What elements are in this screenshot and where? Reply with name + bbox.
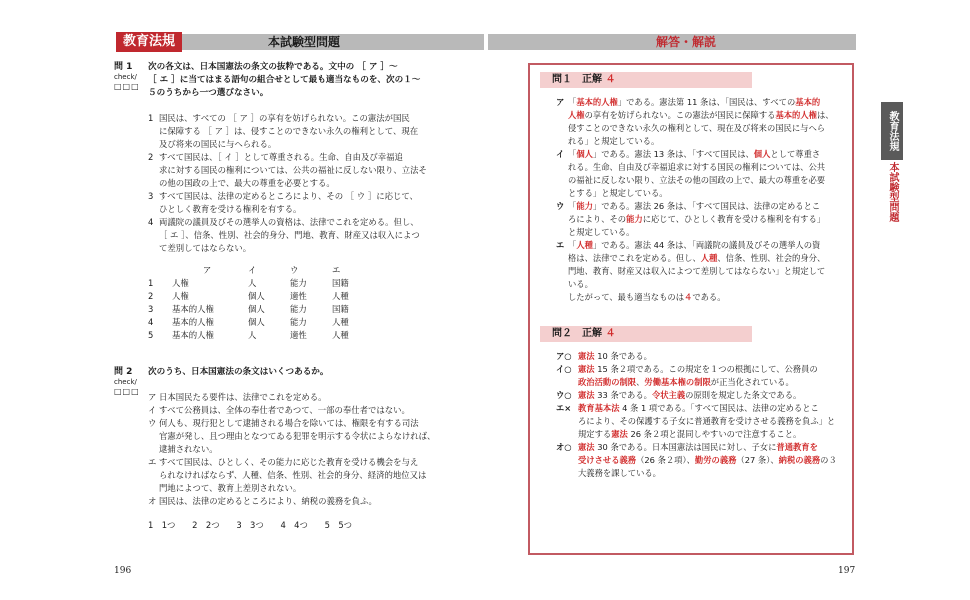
statement-number: エ	[148, 457, 157, 467]
side-label: 本試験型問題	[887, 162, 898, 222]
explanation-text: 「	[568, 240, 577, 250]
explanation-text: の福祉に反しない限り、立法その他の国政の上で、最大の尊重を必要	[568, 175, 826, 185]
page-number-right: 197	[838, 566, 856, 576]
explanation-line	[578, 454, 856, 467]
highlight-term: 憲法	[578, 442, 595, 452]
explanation-marker: イ○	[556, 364, 572, 374]
choice-row	[148, 276, 378, 289]
highlight-term: 政治活動の制限	[578, 377, 637, 387]
statement	[148, 112, 448, 151]
highlight-term: 受けさせる義務	[578, 455, 637, 465]
choice-row	[148, 315, 378, 328]
choice-header-cell: イ	[248, 264, 257, 275]
a1-header	[540, 72, 752, 88]
choice-header-cell: ア	[202, 264, 212, 275]
explanation-line	[578, 467, 856, 480]
explanation-text: は、	[816, 110, 834, 120]
explanation-text: の原則を規定した条文である。	[685, 390, 802, 400]
explanation-text: 10 条である。	[594, 351, 652, 361]
a2-value: ４	[605, 328, 616, 339]
statement-number: 2	[148, 152, 154, 162]
explanation-line	[578, 402, 856, 415]
side-tab[interactable]: 教育法規	[881, 102, 903, 160]
explanation-line	[578, 415, 856, 428]
explanation-marker: イ	[556, 149, 565, 159]
explanation-line	[568, 161, 856, 174]
explanation-marker: エ×	[556, 403, 572, 413]
explanation-line	[568, 265, 856, 278]
choice-cell: 1	[148, 277, 154, 288]
choice-header-cell: エ	[332, 264, 341, 275]
explanation-item	[556, 441, 856, 480]
statement	[148, 495, 448, 508]
statement-line: 門地によつて、教育上差別されない。	[159, 483, 302, 493]
statement-line: ひとしく教育を受ける権利を有する。	[159, 204, 302, 214]
explanation-body	[578, 389, 856, 402]
explanation-text: が正当化されている。	[710, 377, 794, 387]
choice-cell: 4	[148, 316, 154, 327]
statement-text	[159, 417, 448, 456]
explanation-text: 「	[568, 201, 577, 211]
a2-label: 問２ 正解	[552, 328, 602, 339]
explanation-line	[578, 389, 856, 402]
explanation-text: 30 条である。日本国憲法は国民に対し、子女に	[594, 442, 777, 452]
highlight-term: 人権	[568, 110, 585, 120]
explanation-body	[578, 363, 856, 389]
statement-line: ［ エ ］、信条、性別、社会的身分、門地、教育、財産又は収入によつ	[159, 230, 420, 240]
explanation-line	[578, 441, 856, 454]
choice-cell: 個人	[248, 303, 265, 314]
statement-text	[159, 456, 448, 495]
highlight-term: 能力	[576, 201, 593, 211]
statement-line: に保障する ［ ア ］は、侵すことのできない永久の権利として、現在	[159, 126, 419, 136]
highlight-term: 基本的	[795, 97, 821, 107]
choice-row	[148, 328, 378, 341]
choice-cell: 人	[248, 277, 257, 288]
statement-text	[159, 216, 448, 255]
choice-cell: 個人	[248, 290, 265, 301]
statement-text	[159, 391, 448, 404]
explanation-text: 大義務を課している。	[578, 468, 661, 478]
q2-options: 1 1つ 2 2つ 3 3つ 4 4つ 5 5つ	[148, 520, 353, 530]
explanation-line	[568, 278, 856, 291]
statement	[148, 404, 448, 417]
explanation-line	[568, 135, 856, 148]
statement-line: 国民は、法律の定めるところにより、納税の義務を負ふ。	[159, 496, 377, 506]
statement-line: の他の国政の上で、最大の尊重を必要とする。	[159, 178, 335, 188]
explanation-text: 」である。憲法 26 条は、「すべて国民は、法律の定めるとこ	[592, 201, 821, 211]
statement-line: すべて公務員は、全体の奉仕者であつて、一部の奉仕者ではない。	[159, 405, 410, 415]
right-page-title: 解答・解説	[656, 35, 717, 49]
q1-choice-table	[148, 263, 378, 341]
highlight-term: 能力	[626, 214, 643, 224]
statement-line: 官憲が発し、且つ理由となつてゐる犯罪を明示する令状によらなければ、	[159, 431, 436, 441]
highlight-term: 令状主義	[651, 390, 686, 400]
statement-line: すべて国民は、［ イ ］として尊重される。生命、自由及び幸福追	[159, 152, 403, 162]
statement	[148, 151, 448, 190]
statement-line: 国民は、すべての ［ ア ］の享有を妨げられない。この憲法が国民	[159, 113, 410, 123]
choice-cell: 適性	[290, 290, 307, 301]
explanation-text: に応じて、ひとしく教育を受ける権利を有する」	[642, 214, 826, 224]
explanation-line	[568, 96, 856, 109]
statement-line: すべて国民は、ひとしく、その能力に応じた教育を受ける機会を与え	[159, 457, 419, 467]
statement-number: ウ	[148, 418, 157, 428]
explanation-text: 「	[568, 149, 577, 159]
explanation-text: の享有を妨げられない。この憲法が国民に保障する	[584, 110, 776, 120]
q1-label: 問 1	[114, 62, 133, 72]
explanation-text: 侵すことのできない永久の権利として、現在及び将来の国民に与へら	[568, 123, 826, 133]
explanation-text: 15 条２項である。この規定を１つの根拠にして、公務員の	[594, 364, 818, 374]
statement-line: 両議院の議員及びその選挙人の資格は、法律でこれを定める。但し、	[159, 217, 419, 227]
q2-check-boxes[interactable]: □□□	[114, 387, 140, 396]
choice-cell: 人種	[332, 329, 349, 340]
choice-cell: 人権	[172, 290, 189, 301]
q1-prompt-line: ５のうちから一つ選びなさい。	[148, 88, 269, 98]
statement-line: られなければならず、人種、信条、性別、社会的身分、経済的地位又は	[159, 470, 427, 480]
q1-check-label: check/	[114, 73, 137, 81]
statement-line: すべて国民は、法律の定めるところにより、その ［ ウ ］に応じて、	[159, 191, 418, 201]
choice-cell: 適性	[290, 329, 307, 340]
explanation-text: 格は、法律でこれを定める。但し、	[568, 253, 701, 263]
explanation-text: として尊重さ	[770, 149, 821, 159]
choice-cell: 人種	[332, 316, 349, 327]
highlight-term: 個人	[576, 149, 593, 159]
explanation-line	[568, 187, 856, 200]
explanation-item	[556, 239, 856, 304]
explanation-item	[556, 363, 856, 389]
explanation-marker: ウ○	[556, 390, 572, 400]
choice-cell: 国籍	[332, 277, 349, 288]
explanation-text: 、	[636, 377, 645, 387]
explanation-text: 26 条２項と混同しやすいので注意すること。	[627, 429, 802, 439]
highlight-term: 憲法	[578, 390, 595, 400]
a1-label: 問１ 正解	[552, 74, 602, 85]
statement-text	[159, 112, 448, 151]
explanation-text: （26 条２項）、	[636, 455, 695, 465]
explanation-line	[568, 252, 856, 265]
statement-number: ア	[148, 392, 157, 402]
explanation-text: ろにより、その	[568, 214, 627, 224]
choice-cell: 2	[148, 290, 154, 301]
choice-row	[148, 289, 378, 302]
explanation-marker: エ	[556, 240, 565, 250]
choice-row	[148, 302, 378, 315]
explanation-text: ろにより、その保護する子女に普通教育を受けさせる義務を負ふ」と	[578, 416, 836, 426]
section-tag: 教育法規	[116, 32, 182, 52]
explanation-line	[568, 200, 856, 213]
explanation-line	[568, 109, 856, 122]
explanation-marker: ウ	[556, 201, 565, 211]
explanation-text: 「	[568, 97, 577, 107]
statement-line: 及び将来の国民に与へられる。	[159, 139, 277, 149]
explanation-line	[578, 376, 856, 389]
explanation-text: （27 条）、	[736, 455, 779, 465]
explanation-line	[568, 174, 856, 187]
highlight-term: 労働基本権の制限	[644, 377, 711, 387]
explanation-text: れる」と規定している。	[568, 136, 660, 146]
statement-line: 日本国民たる要件は、法律でこれを定める。	[159, 392, 327, 402]
explanation-body	[568, 96, 856, 148]
explanation-body	[578, 402, 856, 441]
explanation-text: である。	[692, 292, 726, 302]
explanation-marker: オ○	[556, 442, 572, 452]
explanation-item	[556, 96, 856, 148]
choice-cell: 人種	[332, 290, 349, 301]
statement	[148, 190, 448, 216]
page-number-left: 196	[114, 566, 132, 576]
explanation-text: 規定する	[578, 429, 612, 439]
explanation-item	[556, 389, 856, 402]
highlight-term: 憲法	[578, 351, 595, 361]
choice-cell: 能力	[290, 316, 307, 327]
statement-number: オ	[148, 496, 157, 506]
explanation-text: 門地、教育、財産又は収入によつて差別してはならない」と規定して	[568, 266, 826, 276]
statement	[148, 216, 448, 255]
statement-line: 何人も、現行犯として逮捕される場合を除いては、権限を有する司法	[159, 418, 419, 428]
highlight-term: 憲法	[578, 364, 595, 374]
explanation-body	[578, 441, 856, 480]
a1-value: ４	[605, 74, 616, 85]
choice-cell: 個人	[248, 316, 265, 327]
q1-prompt-line: 次の各文は、日本国憲法の条文の抜粋である。文中の ［ ア ］～	[148, 62, 398, 72]
statement-number: 3	[148, 191, 154, 201]
q1-check-boxes[interactable]: □□□	[114, 82, 140, 91]
explanation-marker: ア○	[556, 351, 572, 361]
statement-line: 求に対する国民の権利については、公共の福祉に反しない限り、立法そ	[159, 165, 427, 175]
q2-check-label: check/	[114, 378, 137, 386]
statement	[148, 391, 448, 404]
explanation-line	[578, 350, 856, 363]
choice-header-cell: ウ	[290, 264, 299, 275]
choice-cell: 人権	[172, 277, 189, 288]
explanation-line	[578, 363, 856, 376]
highlight-term: 普通教育を	[776, 442, 818, 452]
highlight-term: 憲法	[611, 429, 628, 439]
a2-header	[540, 326, 752, 342]
explanation-item	[556, 350, 856, 363]
highlight-term: 人種	[700, 253, 718, 263]
explanation-text: 」である。憲法 13 条は、「すべて国民は、	[592, 149, 754, 159]
choice-cell: 基本的人権	[172, 316, 214, 327]
choice-cell: 3	[148, 303, 154, 314]
q2-label: 問 2	[114, 367, 133, 377]
explanation-body	[568, 148, 856, 200]
choice-cell: 基本的人権	[172, 329, 214, 340]
statement-text	[159, 404, 448, 417]
statement-number: 1	[148, 113, 154, 123]
explanation-text: 」である。憲法第 11 条は、「国民は、すべての	[617, 97, 796, 107]
explanation-line	[568, 122, 856, 135]
choice-header-row	[148, 263, 378, 276]
choice-cell: 能力	[290, 303, 307, 314]
highlight-term: 教育基本法	[578, 403, 620, 413]
q2-prompt: 次のうち、日本国憲法の条文はいくつあるか。	[148, 367, 329, 377]
explanation-line	[568, 226, 856, 239]
highlight-term: 納税の義務	[778, 455, 821, 465]
statement-number: イ	[148, 405, 157, 415]
choice-cell: 国籍	[332, 303, 349, 314]
choice-header-cell	[148, 263, 172, 276]
explanation-text: と規定している。	[568, 227, 635, 237]
explanation-marker: ア	[556, 97, 565, 107]
explanation-text: れる。生命、自由及び幸福追求に対する国民の権利については、公共	[568, 162, 826, 172]
explanation-text: の３	[820, 455, 837, 465]
explanation-line	[578, 428, 856, 441]
explanation-item	[556, 148, 856, 200]
highlight-term: 個人	[753, 149, 771, 159]
explanation-text: 4 条 1 項である。「すべて国民は、法律の定めるとこ	[619, 403, 819, 413]
choice-cell: 能力	[290, 277, 307, 288]
statement-text	[159, 495, 448, 508]
explanation-item	[556, 200, 856, 239]
statement	[148, 417, 448, 456]
explanation-text: 」である。憲法 44 条は、「両議院の議員及びその選挙人の資	[592, 240, 821, 250]
q1-prompt-line: ［ エ ］に当てはまる語句の組合せとして最も適当なものを、次の１～	[148, 75, 421, 85]
statement-text	[159, 151, 448, 190]
explanation-body	[568, 200, 856, 239]
highlight-term: ４	[684, 292, 693, 302]
choice-cell: 人	[248, 329, 257, 340]
q1-prompt	[148, 61, 448, 100]
statement-text	[159, 190, 448, 216]
explanation-text: 、信条、性別、社会的身分、	[717, 253, 826, 263]
highlight-term: 基本的人権	[576, 97, 618, 107]
explanation-line	[568, 213, 856, 226]
explanation-item	[556, 402, 856, 441]
left-page-title: 本試験型問題	[268, 35, 341, 49]
explanation-text: とする」と規定している。	[568, 188, 668, 198]
explanation-line	[568, 148, 856, 161]
explanation-text: 33 条である。	[594, 390, 652, 400]
choice-cell: 5	[148, 329, 154, 340]
statement-number: 4	[148, 217, 154, 227]
explanation-line	[568, 239, 856, 252]
explanation-text: したがって、最も適当なものは	[568, 292, 684, 302]
statement	[148, 456, 448, 495]
explanation-body	[578, 350, 856, 363]
choice-cell: 基本的人権	[172, 303, 214, 314]
highlight-term: 基本的人権	[775, 110, 817, 120]
explanation-body	[568, 239, 856, 304]
explanation-line	[568, 291, 856, 304]
explanation-text: いる。	[568, 279, 593, 289]
highlight-term: 人種	[576, 240, 593, 250]
highlight-term: 勤労の義務	[694, 455, 737, 465]
statement-line: 逮捕されない。	[159, 444, 218, 454]
statement-line: て差別してはならない。	[159, 243, 252, 253]
